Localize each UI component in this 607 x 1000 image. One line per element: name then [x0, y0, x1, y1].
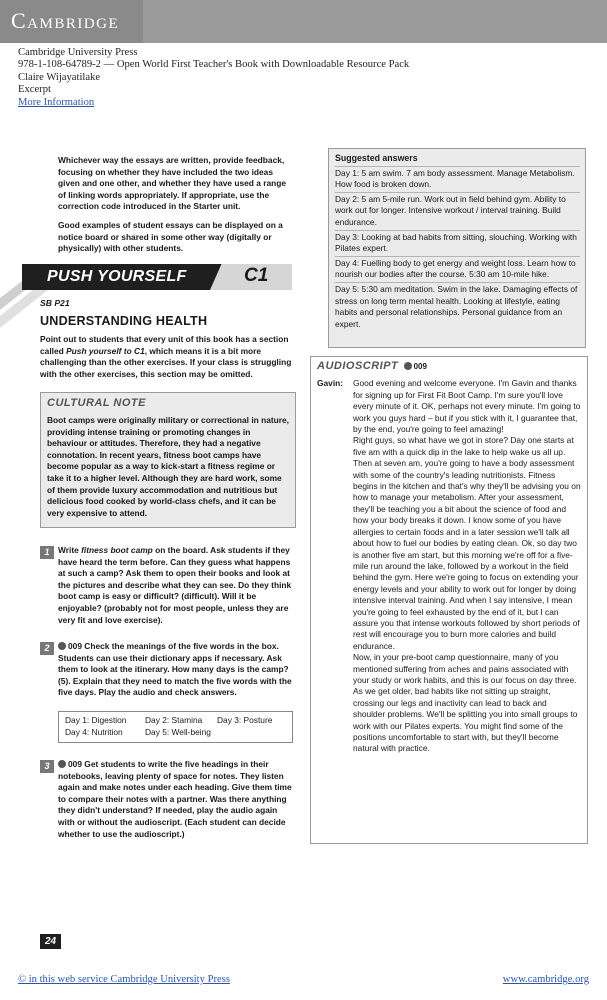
audio-paragraph-3: Now, in your pre-boot camp questionnaire, many of you mentioned suffering from aches and pains associated with your study or work habits, and this is our focus on day three. As we get older, bad habits like not sitting up straight, crossing our legs and inactivity can lead to back and shoulder problems. We'll be splitting you into small groups to work with our Pilates experts. You might find some of the positions uncomfortable to start with, but they'll become natural with practice.: [353, 652, 578, 754]
step-2-text: [58, 641, 296, 699]
top-banner: [0, 0, 607, 43]
step3-text: 009 Get students to write the five headings in their notebooks, leaving plenty of space for notes. They listen again and make notes under each heading. Give them time to compare their notes with a partner. Was there anything they didn't understand? If needed, play the audio again with or without the audioscript. (Each student can decide whether to use the audioscript.): [58, 759, 292, 839]
audio-icon: [404, 362, 412, 370]
more-information-link[interactable]: More Information: [18, 96, 95, 108]
book-metadata: [18, 47, 578, 109]
audio-paragraph-2: Right guys, so what have we got in store? Day one starts at five am with a quick dip in the lake to help wake us all up. Then at seven am, you're going to have a body assessment with some of the country's leading nutritionists. Fitness begins in the kitchen and that's why they'll be advising you on how to manage your metabolism. After your assessment, they'll be teaching you a bit about the science of food and how your body breaks it down. I know some of you have allergies to certain foods and in a later session we'll talk all about how to fuel our bodies by eating clean. Ok, so day two is another five am start, but this morning we're off for a five-mile run around the lake, followed by a workout in the field behind the gym. Here we're going to focus on extending your energy levels and your ability to work out for longer by doing intensive interval training. And when I say intensive, I mean you're going to feel exhausted by the end of it, but I can assure you that intense workouts followed by short periods of rest will encourage you to burn more calories and build endurance.: [353, 435, 581, 651]
answer-day-5: Day 5: 5:30 am meditation. Swim in the lake. Damaging effects of stress on long term mental health. Looking at lifestyle, eating habits and personal relationships. Personal guidance from an expert.: [335, 282, 580, 331]
step1-c: on the board. Ask students if they have heard the term before. Can they guess what happens at such a camp? Ask them to open their books and look at the pictures and describe what they can see. Do they think boot camp is easy or difficult? (difficult). Will it be enjoyable? (probably not for most people, unless they are very fit and love exercise).: [58, 545, 292, 625]
answer-day-1: Day 1: 5 am swim. 7 am body assessment. Manage Metabolism. How food is broken down.: [335, 166, 580, 192]
publisher: Cambridge University Press: [18, 47, 138, 58]
step-3-badge: 3: [40, 760, 54, 773]
cambridge-logo: [0, 0, 143, 43]
intro-paragraph-2: Good examples of student essays can be displayed on a notice board or shared in some other way (digitally or physically) with other students.: [58, 219, 283, 254]
cambridge-website-link[interactable]: www.cambridge.org: [502, 974, 589, 985]
audioscript-body: [317, 378, 581, 754]
audio-paragraph-1: Good evening and welcome everyone. I'm Gavin and thanks for signing up for First Fit Boot Camp. I'm sure you'll love every minute of it. OK, perhaps not every minute. I'm going to work you guys hard – but if you stick with it, I guarantee that, by the end, you're going to feel amazing!: [353, 378, 581, 435]
answer-day-4: Day 4: Fuelling body to get energy and weight loss. Learn how to nourish our bodies after the course. 5:30 am 10-mile hike.: [335, 256, 580, 282]
intro-b: Push yourself to C1: [66, 345, 145, 356]
suggested-answers-title: Suggested answers: [335, 153, 418, 163]
audioscript-header: [317, 361, 581, 372]
copyright-link[interactable]: © in this web service Cambridge University Press: [18, 974, 230, 985]
step-1-badge: 1: [40, 546, 54, 559]
intro-paragraph-1: Whichever way the essays are written, provide feedback, focusing on whether they have included the two ideas given and one other, and whether they have used a range of linking words appropriately. If appropriate, use the correction code introduced in the Starter unit.: [58, 155, 287, 212]
words-box: [58, 711, 293, 743]
step1-a: Write: [58, 545, 79, 555]
word-day-2: Day 2: Stamina: [145, 715, 203, 725]
word-day-3: Day 3: Posture: [217, 715, 273, 725]
audioscript-box: [310, 356, 588, 844]
audio-icon: [58, 760, 66, 768]
answer-day-2: Day 2: 5 am 5-mile run. Work out in field behind gym. Ability to work out for longer. Intensive workout / interval training. Build endurance.: [335, 192, 580, 230]
audio-icon: [58, 642, 66, 650]
page-number: 24: [40, 934, 61, 949]
section-heading: UNDERSTANDING HEALTH: [40, 314, 208, 328]
word-day-1: Day 1: Digestion: [65, 715, 127, 725]
push-yourself-title: PUSH YOURSELF: [47, 268, 187, 285]
step1-b: fitness boot camp: [81, 545, 153, 555]
cultural-note-title: CULTURAL NOTE: [47, 397, 146, 409]
excerpt-label: Excerpt: [18, 84, 51, 96]
speaker-label: Gavin:: [317, 378, 344, 389]
audioscript-text: [353, 378, 581, 754]
cultural-note-text: Boot camps were originally military or correctional in nature, providing intense training or promoting changes in behaviour or attitudes. Therefore, they had a negative connotation. In recent years, fitness boot camps have become popular as a way to kick-start a fitness regime or take it to a higher level. Although they are hard work, some of them provide luxury accommodation and nutritious but delicious food cooked by world-class chefs, and it can be very expensive to attend.: [47, 415, 290, 518]
step-3-text: [58, 759, 296, 840]
intro-a: Point out to students that every unit of this book has a section called: [40, 334, 289, 356]
sb-page-ref: SB P21: [40, 298, 70, 308]
step-2-badge: 2: [40, 642, 54, 655]
word-day-4: Day 4: Nutrition: [65, 727, 123, 737]
audio-track: 009: [413, 362, 427, 371]
audioscript-title: AUDIOSCRIPT: [317, 360, 399, 372]
word-day-5: Day 5: Well-being: [145, 727, 211, 737]
level-label: C1: [244, 265, 269, 286]
logo-text: Cambridge: [11, 8, 120, 33]
author: Claire Wijayatilake: [18, 71, 101, 83]
cultural-note-box: [40, 392, 296, 528]
section-intro: [40, 334, 296, 387]
step-1-text: [58, 545, 296, 626]
step2-text: 009 Check the meanings of the five words in the box. Students can use their dictionary apps if necessary. Ask them to look at the itinerary. How many days is the camp? (5). Explain that they need to match the five words with the five days. Play the audio and check answers.: [58, 641, 292, 698]
suggested-answers-box: [328, 148, 586, 348]
answer-day-3: Day 3: Looking at bad habits from sitting, slouching. Working with Pilates expert.: [335, 230, 580, 256]
intro-c: , which means it is a bit more challenging than the other exercises. If your class is struggling with the other exercises, this section may be omitted.: [40, 345, 292, 379]
isbn-title: 978-1-108-64789-2 — Open World First Teacher's Book with Downloadable Resource Pack: [18, 59, 410, 71]
